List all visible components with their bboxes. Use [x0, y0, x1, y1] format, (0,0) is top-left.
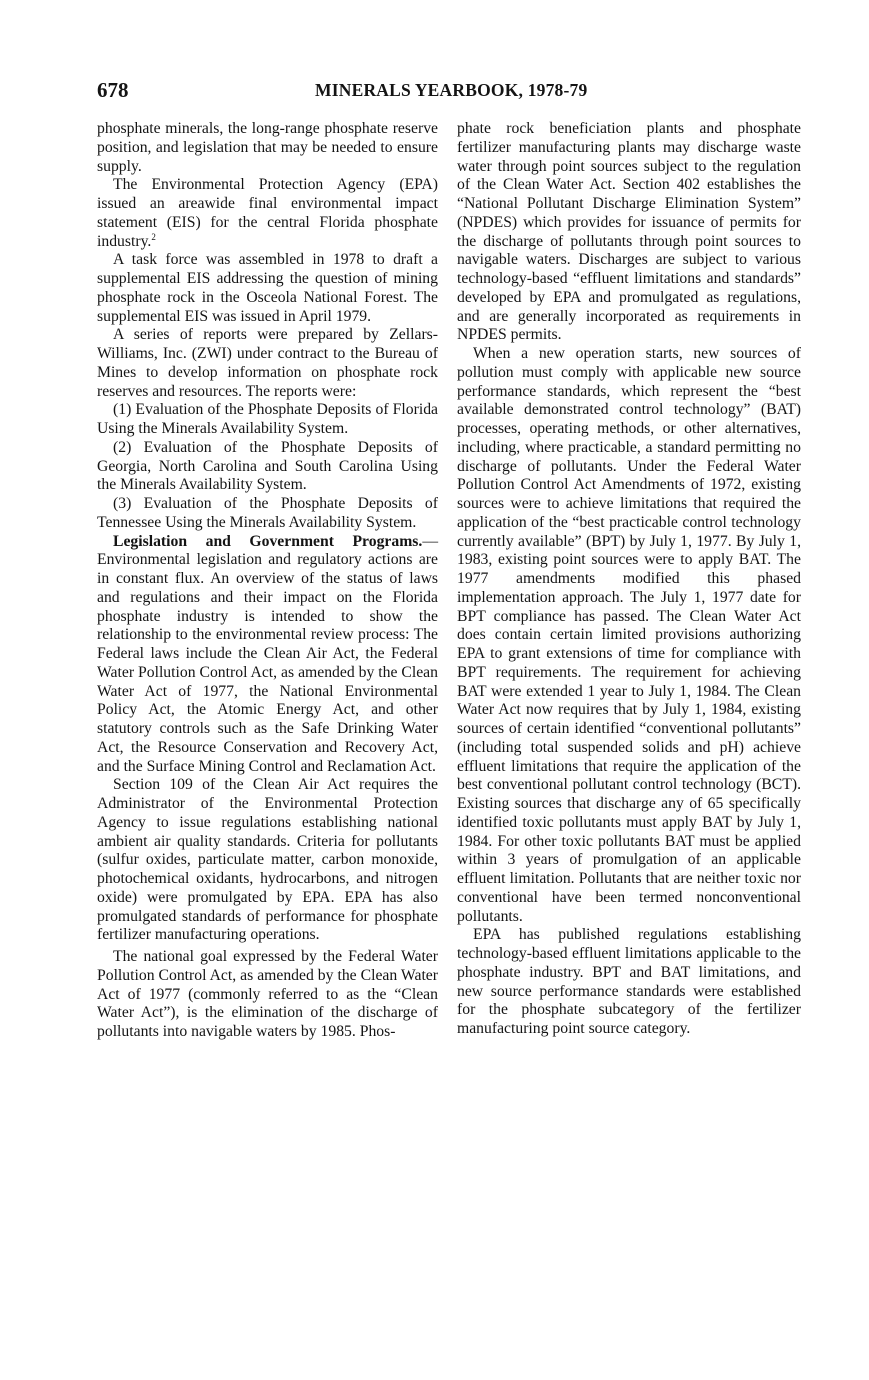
- running-title: MINERALS YEARBOOK, 1978-79: [315, 80, 588, 100]
- list-item: (1) Evaluation of the Phosphate Deposits of Florida Using the Minerals Availability System.: [97, 401, 438, 437]
- paragraph: The national goal expressed by the Federal Water Pollution Control Act, as amended by the Clean Water Act of 1977 (commonly referred to as the “Clean Water Act”), is the elimination of the discharge of pollutants into navigable waters by 1985. Phos-: [97, 948, 438, 1040]
- page-number: 678: [97, 78, 129, 102]
- paragraph: phosphate minerals, the long-range phosphate reserve position, and legislation that may be needed to ensure supply.: [97, 120, 438, 175]
- paragraph: A series of reports were prepared by Zellars-Williams, Inc. (ZWI) under contract to the Bureau of Mines to develop information on phosphate rock reserves and resources. The reports were:: [97, 326, 438, 400]
- paragraph: [97, 176, 438, 251]
- left-column: [97, 120, 438, 1042]
- paragraph-text: —Environmental legislation and regulatory actions are in constant flux. An overview of the status of laws and regulations and their impact on the Florida phosphate industry is intended to show the relationship to the environmental review process: The Federal laws include the Clean Air Act, the Federal Water Pollution Control Act, as amended by the Clean Water Act of 1977, the National Environmental Policy Act, the Atomic Energy Act, and other statutory controls such as the Safe Drinking Water Act, the Resource Conservation and Recovery Act, and the Surface Mining Control and Reclamation Act.: [97, 532, 438, 775]
- paragraph-text: The Environmental Protection Agency (EPA) issued an areawide final environmental impact statement (EIS) for the central Florida phosphate industry.: [97, 176, 438, 250]
- paragraph: When a new operation starts, new sources of pollution must comply with applicable new source performance standards, which represent the “best available demonstrated control technology” (BAT) processes, operating methods, or other alternatives, including, where practicable, a standard permitting no discharge of pollutants. Under the Federal Water Pollution Control Act Amendments of 1972, existing sources were to achieve limitations that required the application of the “best practicable control technology currently available” (BPT) by July 1, 1977. By July 1, 1983, existing point sources were to apply BAT. The 1977 amendments modified this phased implementation approach. The July 1, 1977 date for BPT compliance has passed. The Clean Water Act does contain certain limited provisions authorizing EPA to grant extensions of time for compliance with BPT requirements. The requirement for achieving BAT were extended 1 year to July 1, 1984. The Clean Water Act now requires that by July 1, 1984, existing sources of certain identified “conventional pollutants” (including total suspended solids and pH) achieve effluent limitations that require the application of the best conventional pollutant control technology (BCT). Existing sources that discharge any of 65 specifically identified toxic pollutants must apply BAT by July 1, 1984. For other toxic pollutants BAT must be applied within 3 years of promulgation of an applicable effluent limitation. Pollutants that are neither toxic nor conventional have been termed nonconventional pollutants.: [457, 345, 801, 925]
- paragraph: A task force was assembled in 1978 to draft a supplemental EIS addressing the question of mining phosphate rock in the Osceola National Forest. The supplemental EIS was issued in April 1979.: [97, 251, 438, 325]
- paragraph: Section 109 of the Clean Air Act requires the Administrator of the Environmental Protection Agency to issue regulations establishing national ambient air quality standards. Criteria for pollutants (sulfur oxides, particulate matter, carbon monoxide, photochemical oxidants, hydrocarbons, and nitrogen oxide) were promulgated by EPA. EPA has also promulgated standards of performance for phosphate fertilizer manufacturing operations.: [97, 776, 438, 944]
- footnote-marker: 2: [151, 231, 156, 242]
- right-column: [457, 120, 801, 1039]
- paragraph: EPA has published regulations establishing technology-based effluent limitations applicable to the phosphate industry. BPT and BAT limitations, and new source performance standards were established for the phosphate subcategory of the fertilizer manufacturing point source category.: [457, 926, 801, 1037]
- page-header: [97, 78, 800, 104]
- paragraph: phate rock beneficiation plants and phosphate fertilizer manufacturing plants may discharge waste water through point sources subject to the regulation of the Clean Water Act. Section 402 establishes the “National Pollutant Discharge Elimination System” (NPDES) which provides for issuance of permits for the discharge of pollutants through point sources to navigable waters. Discharges are subject to various technology-based “effluent limitations and standards” developed by EPA and promulgated as regulations, and are generally incorporated as requirements in NPDES permits.: [457, 120, 801, 344]
- paragraph: [97, 533, 438, 777]
- list-item: (2) Evaluation of the Phosphate Deposits of Georgia, North Carolina and South Carolina Using the Minerals Availability System.: [97, 438, 438, 494]
- list-item: (3) Evaluation of the Phosphate Deposits of Tennessee Using the Minerals Availability System.: [97, 495, 438, 531]
- section-heading: Legislation and Government Programs.: [113, 532, 423, 550]
